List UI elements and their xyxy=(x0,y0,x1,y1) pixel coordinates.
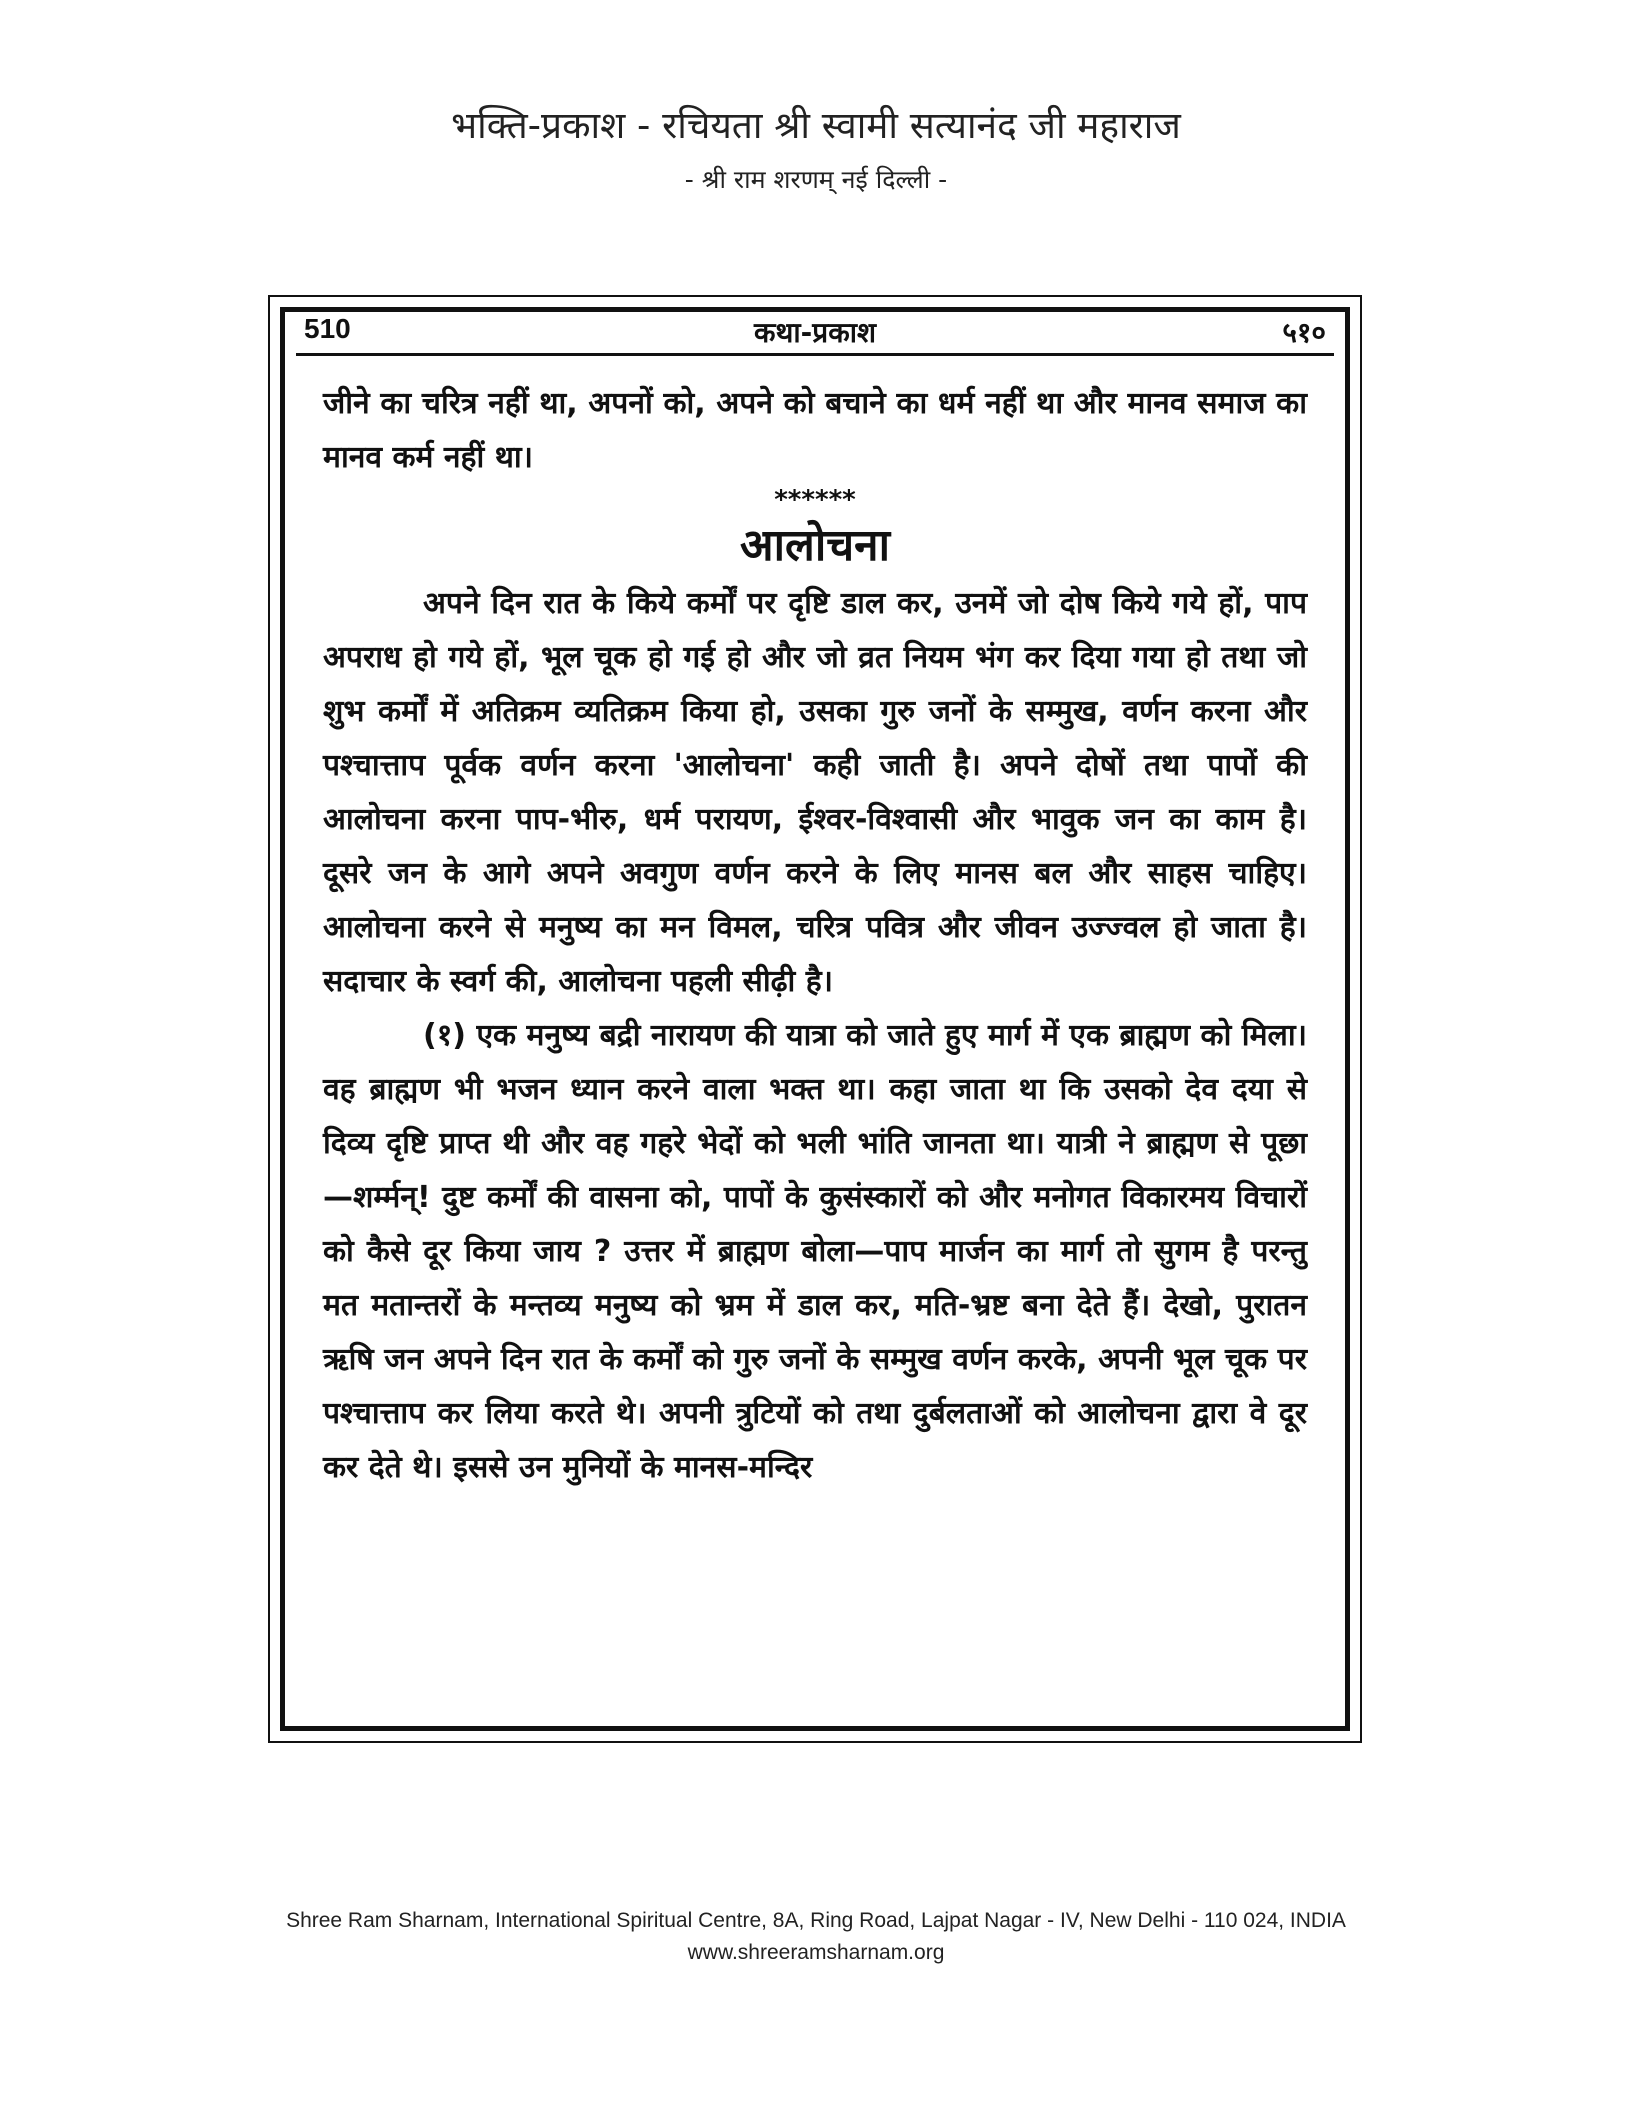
page-header xyxy=(0,100,1632,202)
page-content xyxy=(323,377,1307,1495)
footer-website: www.shreeramsharnam.org xyxy=(687,1941,945,1964)
footer-address: Shree Ram Sharnam, International Spiritual Centre, 8A, Ring Road, Lajpat Nagar - IV, New Delhi - 110 024, INDIA xyxy=(286,1909,1346,1932)
section-title: कथा-प्रकाश xyxy=(754,316,876,349)
paragraph-2: (१) एक मनुष्य बद्री नारायण की यात्रा को जाते हुए मार्ग में एक ब्राह्मण को मिला। वह ब्राह्मण भी भजन ध्यान करने वाला भक्त था। कहा जाता था कि उसको देव दया से दिव्य दृष्टि प्राप्त थी और वह गहरे भेदों को भली भांति जानता था। यात्री ने ब्राह्मण से पूछा—शर्म्मन्! दुष्ट कर्मों की वासना को, पापों के कुसंस्कारों को और मनोगत विकारमय विचारों को कैसे दूर किया जाय ? उत्तर में ब्राह्मण बोला—पाप मार्जन का मार्ग तो सुगम है परन्तु मत मतान्तरों के मन्तव्य मनुष्य को भ्रम में डाल कर, मति-भ्रष्ट बना देते हैं। देखो, पुरातन ऋषि जन अपने दिन रात के कर्मों को गुरु जनों के सम्मुख वर्णन करके, अपनी भूल चूक पर पश्चात्ताप कर लिया करते थे। अपनी त्रुटियों को तथा दुर्बलताओं को आलोचना द्वारा वे दूर कर देते थे। इससे उन मुनियों के मानस-मन्दिर xyxy=(323,1018,1307,1485)
book-title: भक्ति-प्रकाश - रचियता श्री स्वामी सत्यानंद जी महाराज xyxy=(451,104,1181,147)
paragraph-1: अपने दिन रात के किये कर्मों पर दृष्टि डाल कर, उनमें जो दोष किये गये हों, पाप अपराध हो गये हों, भूल चूक हो गई हो और जो व्रत नियम भंग कर दिया गया हो तथा जो शुभ कर्मों में अतिक्रम व्यतिक्रम किया हो, उसका गुरु जनों के सम्मुख, वर्णन करना और पश्चात्ताप पूर्वक वर्णन करना 'आलोचना' कही जाती है। अपने दोषों तथा पापों की आलोचना करना पाप-भीरु, धर्म परायण, ईश्वर-विश्वासी और भावुक जन का काम है। दूसरे जन के आगे अपने अवगुण वर्णन करने के लिए मानस बल और साहस चाहिए। आलोचना करने से मनुष्य का मन विमल, चरित्र पवित्र और जीवन उज्ज्वल हो जाता है। सदाचार के स्वर्ग की, आलोचना पहली सीढ़ी है। xyxy=(323,586,1307,999)
chapter-heading: आलोचना xyxy=(740,520,890,571)
page-footer xyxy=(0,1905,1632,1969)
page-border xyxy=(268,295,1362,1743)
page-number-left: 510 xyxy=(304,313,351,344)
section-separator: ****** xyxy=(774,485,856,515)
page-number-right: ५१० xyxy=(1282,316,1326,349)
intro-paragraph: जीने का चरित्र नहीं था, अपनों को, अपने को बचाने का धर्म नहीं था और मानव समाज का मानव कर्म नहीं था। xyxy=(323,386,1307,475)
running-header xyxy=(296,309,1334,356)
publisher-line: - श्री राम शरणम् नई दिल्ली - xyxy=(684,165,948,194)
